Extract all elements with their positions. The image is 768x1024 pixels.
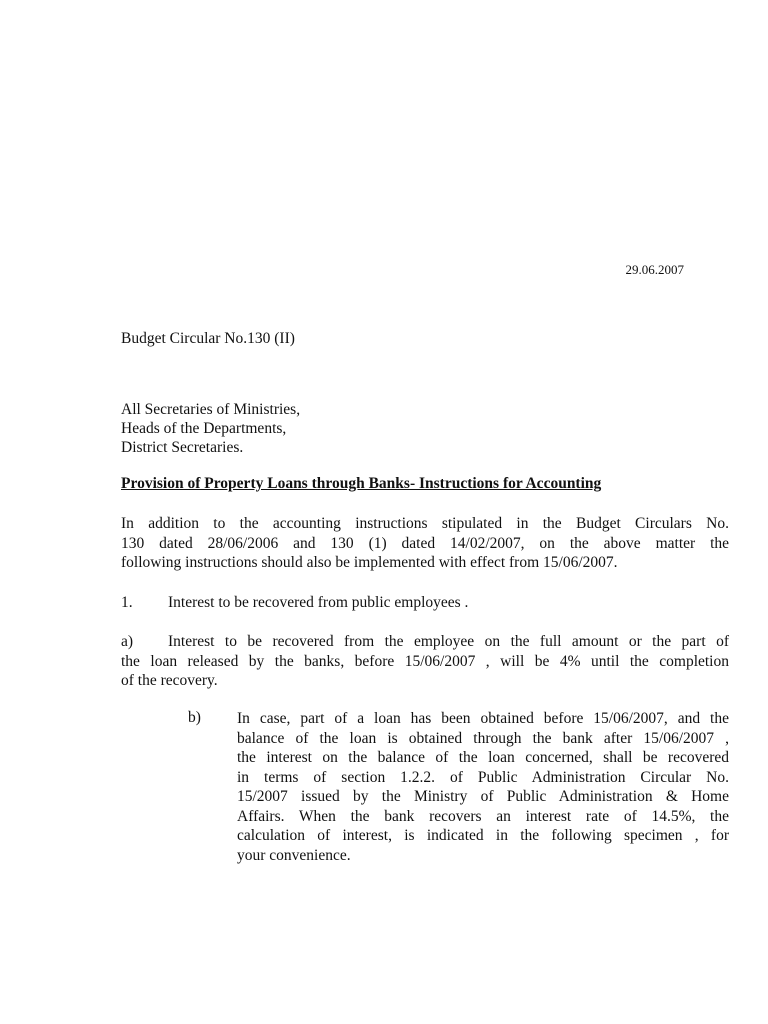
intro-paragraph	[121, 514, 729, 573]
item-b-line: calculation of interest, is indicated in the following specimen , for	[237, 827, 729, 844]
item-a-paragraph	[121, 632, 729, 691]
circular-date: 29.06.2007	[625, 262, 684, 277]
item-b-label: b)	[188, 709, 201, 726]
item-b-line: Affairs. When the bank recovers an interest rate of 14.5%, the	[237, 807, 729, 825]
recipients-block	[121, 400, 300, 457]
item-b-line: 15/2007 issued by the Ministry of Public Administration & Home	[237, 788, 729, 805]
item-b-line: the interest on the balance of the loan concerned, shall be recovered	[237, 749, 729, 766]
section-item-1	[121, 594, 468, 612]
recipient-line: Heads of the Departments,	[121, 420, 287, 437]
item-b-line: In case, part of a loan has been obtained before 15/06/2007, and the	[237, 710, 729, 727]
item-a-line: the loan released by the banks, before 15/06/2007 , will be 4% until the completion	[121, 652, 729, 670]
item-b-line: your convenience.	[237, 846, 351, 864]
section-title: Interest to be recovered from public employees .	[168, 594, 469, 611]
intro-line: 130 dated 28/06/2006 and 130 (1) dated 14/02/2007, on the above matter the	[121, 534, 729, 552]
subject-heading: Provision of Property Loans through Banks- Instructions for Accounting	[121, 475, 602, 492]
item-b-line: balance of the loan is obtained through the bank after 15/06/2007 ,	[237, 729, 729, 747]
recipient-line: All Secretaries of Ministries,	[121, 401, 301, 418]
item-a-line: a) Interest to be recovered from the employee on the full amount or the part of	[121, 633, 729, 650]
item-a-label: a)	[121, 633, 134, 650]
section-number: 1.	[121, 594, 133, 611]
intro-line: following instructions should also be implemented with effect from 15/06/2007.	[121, 554, 618, 571]
item-a-line: of the recovery.	[121, 672, 218, 689]
item-b-line: in terms of section 1.2.2. of Public Administration Circular No.	[237, 768, 729, 786]
item-b-paragraph	[237, 709, 729, 865]
circular-number: Budget Circular No.130 (II)	[121, 330, 295, 347]
recipient-line: District Secretaries.	[121, 439, 244, 456]
intro-line: In addition to the accounting instructions stipulated in the Budget Circulars No.	[121, 515, 729, 532]
